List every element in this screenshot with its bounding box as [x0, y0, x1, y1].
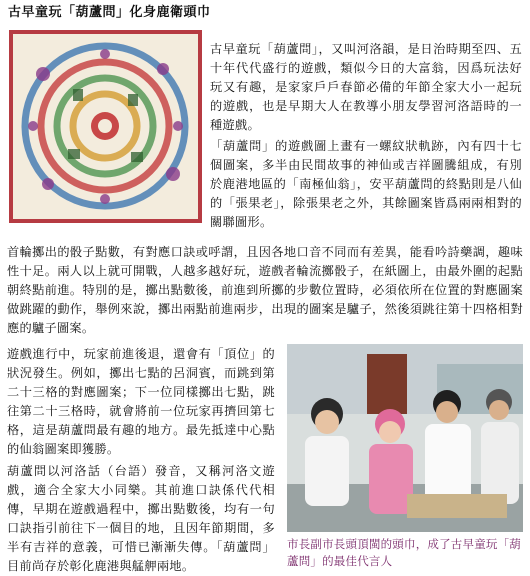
paragraph-gameplay: 遊戲進行中，玩家前進後退，還會有「頂位」的狀況發生。例如，擲出七點的呂洞賓，而跳到第二十三格的對應圖案；下一位同樣擲出七點，跳往第二十三格時，就會將前一位玩家再擠回第七格，這是葫蘆問最有趣的地方。最先抵達中心點的仙翁圖案即獲勝。: [7, 347, 275, 456]
paragraph-language: 葫蘆問以河洛話（台語）發音，又稱河洛文遊戲，適合全家大小同樂。其前進口訣係代代相傳，早期在遊戲過程中，擲出點數後，均有一句口訣指引前往下一個目的地，且因年節期間，多半有吉祥的意義，可惜已漸漸失傳。「葫蘆問」目前尚存於彰化鹿港與艋舺兩地。: [7, 464, 275, 573]
photo-caption: 市長副市長頭頂閩的頭巾，成了古早童玩「葫蘆問」的最佳代言人: [287, 537, 521, 568]
paragraph-board: 「葫蘆問」的遊戲圖上畫有一螺紋狀軌跡，內有四十七個圖案，多半由民間故事的神仙或吉祥圖騰組成，有別於鹿港地區的「南極仙翁」，安平葫蘆問的終點則是八仙的「張果老」，除張果老之外，其餘圖案皆爲兩兩相對的關聯圖形。: [210, 139, 522, 229]
article-title: 古早童玩「葫蘆問」化身鹿衛頭巾: [8, 5, 211, 20]
mayor-headscarf-photo: [287, 344, 523, 532]
spiral-board-game-image: [9, 30, 202, 223]
paragraph-intro: 古早童玩「葫蘆問」，又叫河洛韻，是日治時期至四、五十年代代盛行的遊戲，類似今日的大富翁，因爲玩法好玩又有趣，是家家戶戶春節必備的年節全家大小一起玩的遊戲，也是早期大人在教導小朋友學習河洛語時的一種遊戲。: [210, 42, 522, 132]
paragraph-rules: 首輪擲出的骰子點數，有對應口訣或呼謂，且因各地口音不同而有差異，能看吟詩藥調，趣味性十足。兩人以上就可開戰，人越多越好玩，遊戲者輪流擲骰子，在紙圖上，由最外圍的起點朝終點前進。特別的是，擲出點數後，前進到所擲的步數位置時，必須依所在位置的對應圖案做跳躍的動作，舉例來說，擲出兩點前進兩步，出現的圖案是驢子，然後須跳往第十四格相對應的驢子圖案。: [7, 245, 523, 335]
